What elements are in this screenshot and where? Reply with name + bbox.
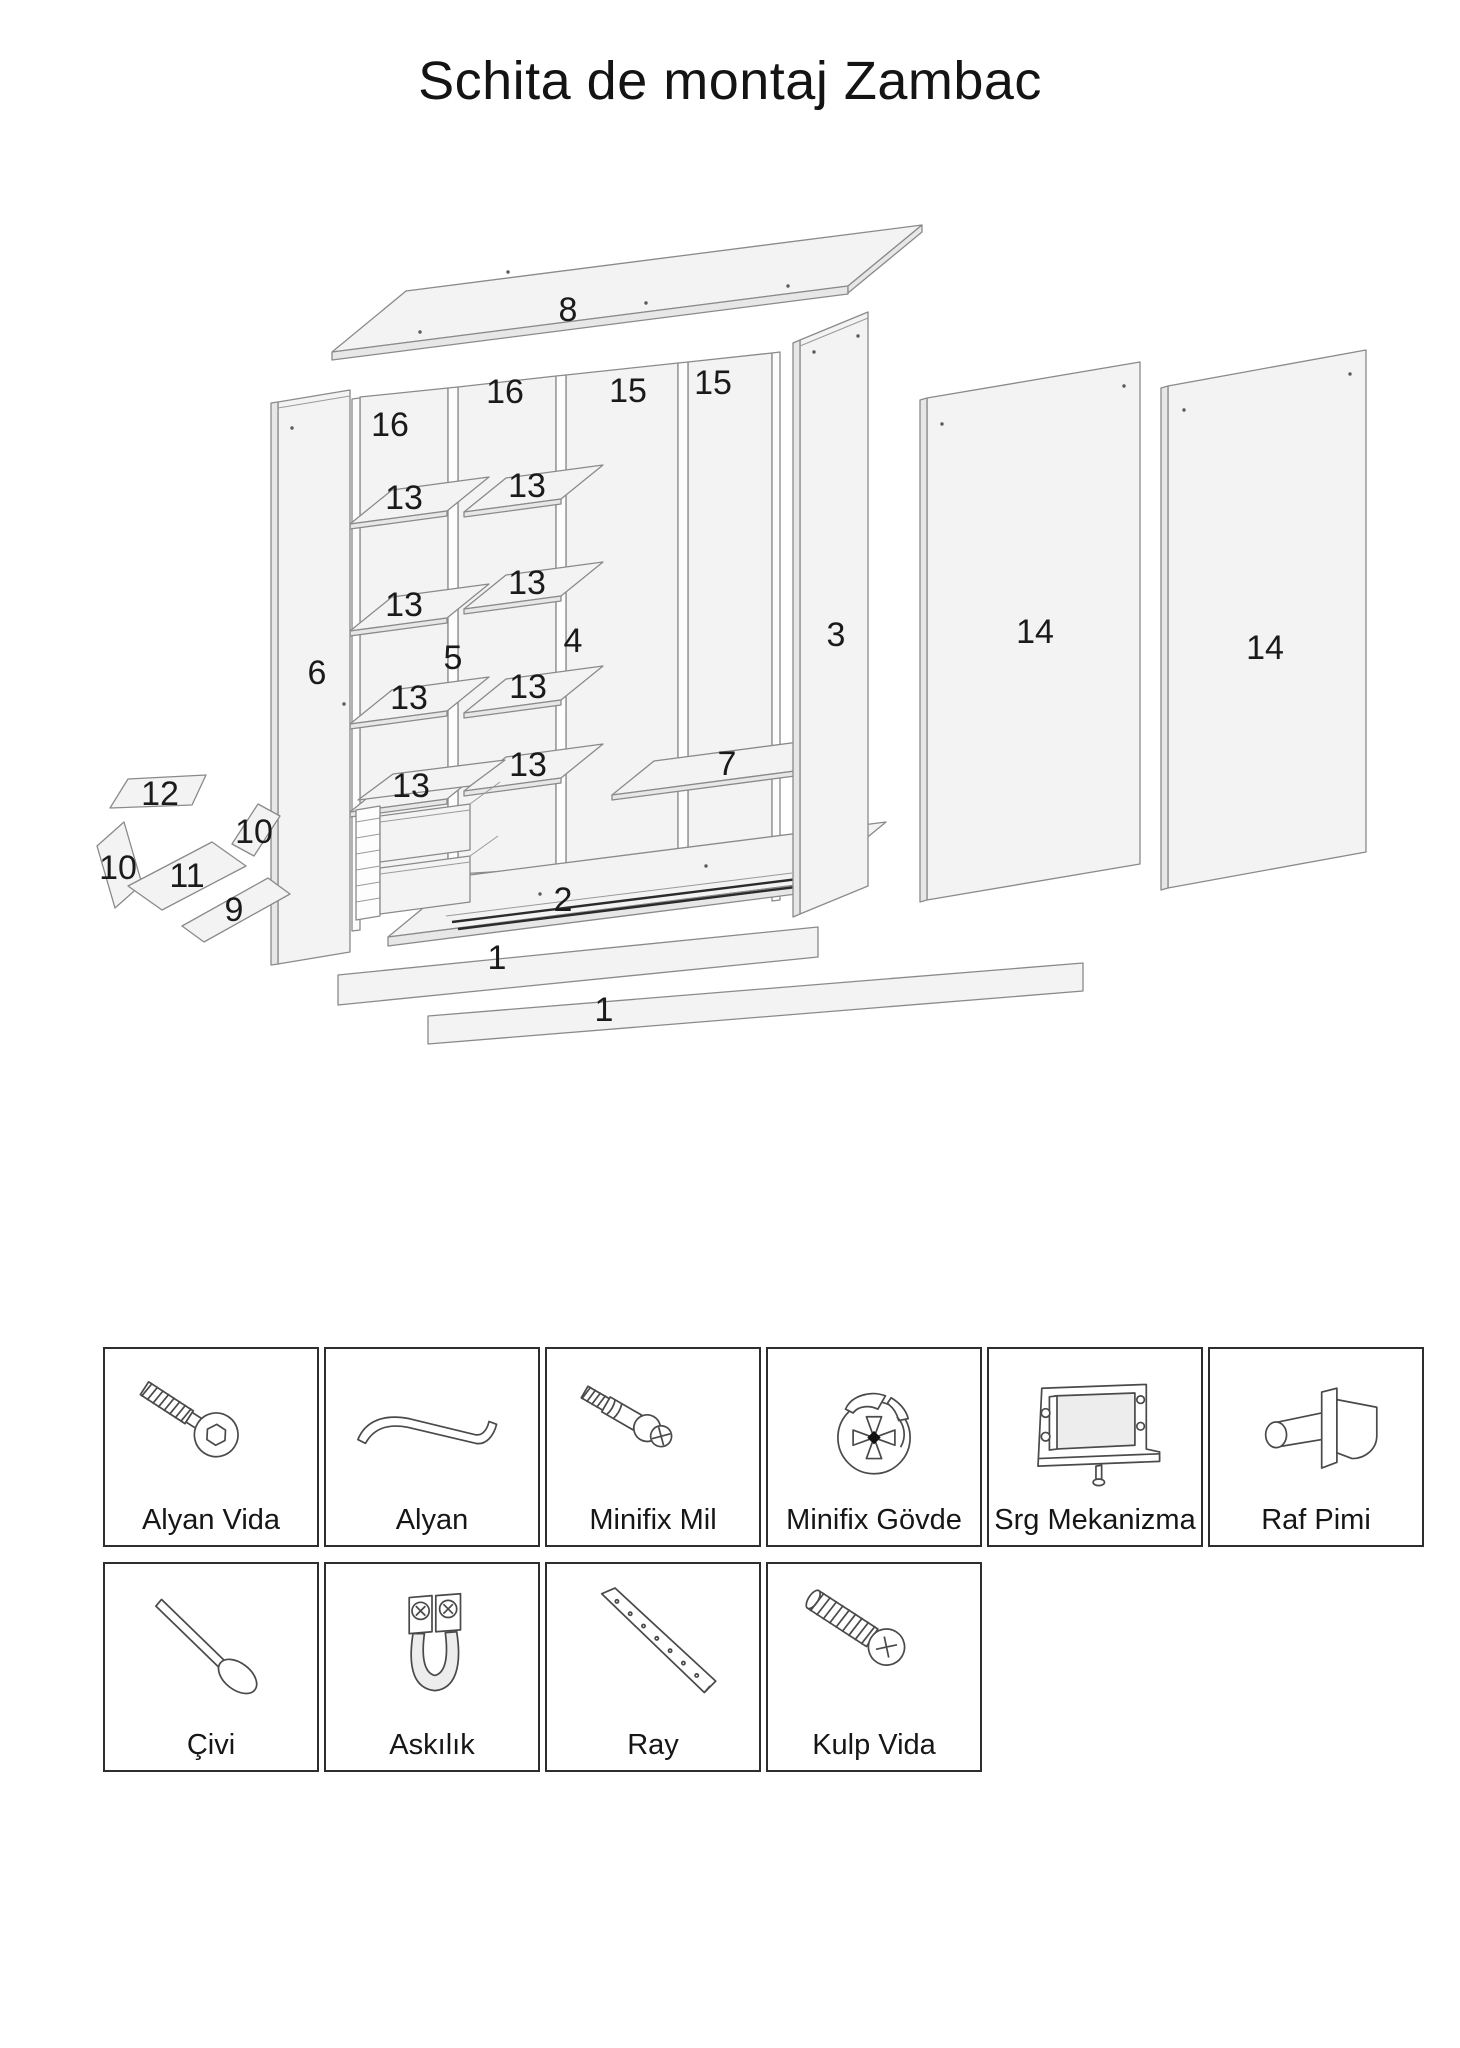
- part-label-3: 3: [826, 616, 846, 654]
- part-label-6: 6: [307, 654, 327, 692]
- part-label-10-a: 10: [99, 849, 137, 887]
- legend-label: Çivi: [186, 1729, 236, 1761]
- legend-label: Minifix Mil: [589, 1504, 717, 1536]
- part-label-15-a: 15: [609, 372, 647, 410]
- legend-cell-alyan-vida: [103, 1347, 319, 1547]
- part-label-15-b: 15: [694, 364, 732, 402]
- part-label-13-7: 13: [509, 668, 547, 706]
- srg-mekanizma-icon: [1000, 1357, 1190, 1505]
- legend-label: Raf Pimi: [1261, 1504, 1371, 1536]
- legend-cell-srg-mekanizma: [987, 1347, 1203, 1547]
- legend-cell-alyan: [324, 1347, 540, 1547]
- part-label-16-a: 16: [371, 406, 409, 444]
- part-label-1-b: 1: [594, 991, 614, 1029]
- part-label-1-a: 1: [487, 939, 507, 977]
- part-label-10-b: 10: [235, 813, 273, 851]
- part-label-13-3: 13: [390, 679, 428, 717]
- legend-cell-askilik: [324, 1562, 540, 1772]
- page-title: Schita de montaj Zambac: [418, 51, 1042, 111]
- legend-label: Alyan Vida: [141, 1504, 281, 1536]
- part-label-16-b: 16: [486, 373, 524, 411]
- legend-label: Minifix Gövde: [786, 1504, 962, 1536]
- legend-label: Kulp Vida: [812, 1729, 936, 1761]
- part-label-13-2: 13: [385, 586, 423, 624]
- part-label-14-a: 14: [1016, 613, 1054, 651]
- legend-cell-raf-pimi: [1208, 1347, 1424, 1547]
- part-label-14-b: 14: [1246, 629, 1284, 667]
- part-label-13-4: 13: [392, 767, 430, 805]
- part-label-13-6: 13: [508, 564, 546, 602]
- alyan-vida-icon: [116, 1357, 306, 1505]
- legend-label: Askılık: [389, 1729, 475, 1761]
- kulp-vida-icon: [779, 1572, 969, 1720]
- part-label-2: 2: [553, 881, 573, 919]
- ray-icon: [558, 1572, 748, 1720]
- part-label-11: 11: [169, 857, 205, 895]
- part-label-9: 9: [224, 891, 244, 929]
- legend-cell-ray: [545, 1562, 761, 1772]
- raf-pimi-icon: [1221, 1357, 1411, 1505]
- part-label-12: 12: [141, 775, 179, 813]
- minifix-govde-icon: [779, 1357, 969, 1505]
- legend-cell-kulp-vida: [766, 1562, 982, 1772]
- askilik-icon: [337, 1572, 527, 1720]
- legend-cell-minifix-mil: [545, 1347, 761, 1547]
- civi-icon: [116, 1572, 306, 1720]
- alyan-icon: [337, 1357, 527, 1505]
- part-label-13-1: 13: [385, 479, 423, 517]
- part-label-8: 8: [558, 291, 578, 329]
- part-label-7: 7: [717, 745, 737, 783]
- legend-cell-civi: [103, 1562, 319, 1772]
- legend-label: Ray: [627, 1729, 679, 1761]
- part-label-13-8: 13: [509, 746, 547, 784]
- legend-cell-minifix-govde: [766, 1347, 982, 1547]
- part-label-5: 5: [443, 639, 463, 677]
- legend-label: Srg Mekanizma: [994, 1504, 1196, 1536]
- part-label-4: 4: [563, 622, 583, 660]
- minifix-mil-icon: [558, 1357, 748, 1505]
- part-label-13-5: 13: [508, 467, 546, 505]
- legend-label: Alyan: [395, 1504, 469, 1536]
